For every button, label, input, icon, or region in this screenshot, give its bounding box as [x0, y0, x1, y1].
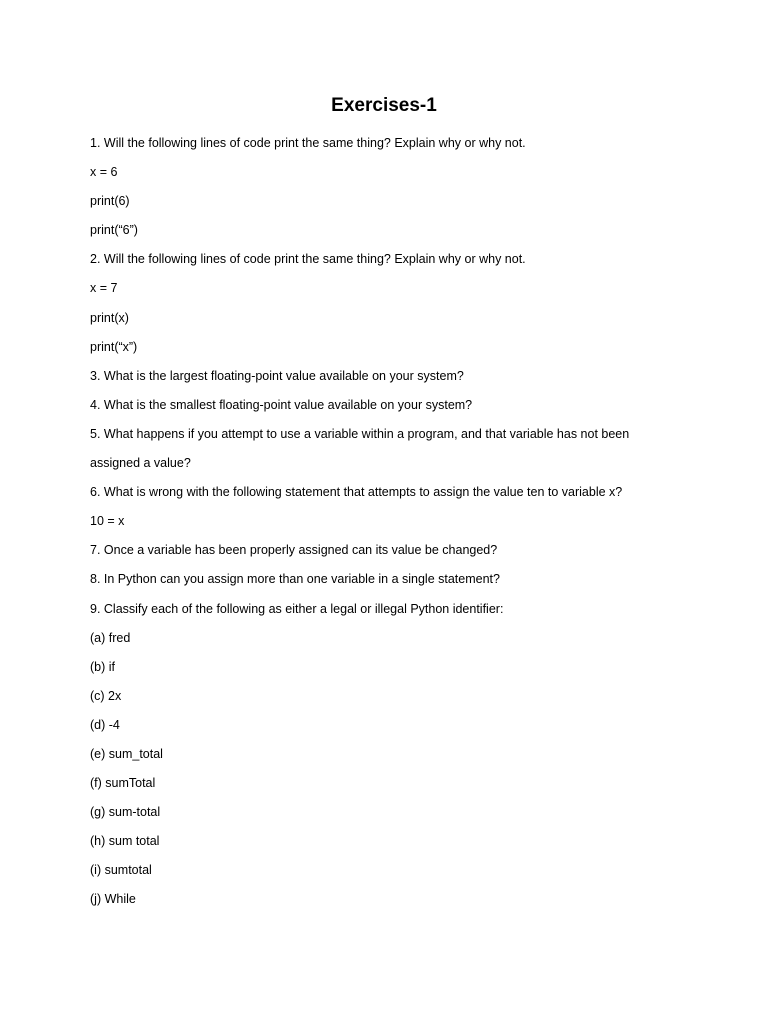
code-line: x = 7	[90, 281, 118, 296]
identifier-option: (f) sumTotal	[90, 776, 156, 791]
exercise-list	[90, 129, 680, 915]
identifier-option: (d) -4	[90, 717, 120, 732]
identifier-option: (b) if	[90, 659, 115, 674]
question-4: 4. What is the smallest floating-point value available on your system?	[90, 397, 473, 412]
identifier-option: (j) While	[90, 892, 136, 907]
identifier-option: (h) sum total	[90, 834, 160, 849]
identifier-option: (a) fred	[90, 630, 131, 645]
question-7: 7. Once a variable has been properly assigned can its value be changed?	[90, 543, 498, 558]
question-5-continued: assigned a value?	[90, 456, 191, 471]
code-line: print(x)	[90, 310, 129, 325]
question-2: 2. Will the following lines of code print the same thing? Explain why or why not.	[90, 252, 526, 267]
code-line: print(6)	[90, 194, 130, 209]
identifier-option: (i) sumtotal	[90, 863, 152, 878]
identifier-option: (e) sum_total	[90, 746, 163, 761]
code-line: print(“6”)	[90, 223, 138, 238]
question-1: 1. Will the following lines of code print the same thing? Explain why or why not.	[90, 136, 526, 150]
code-line: 10 = x	[90, 514, 125, 529]
code-line: print(“x”)	[90, 339, 138, 354]
code-line: x = 6	[90, 165, 118, 180]
question-6: 6. What is wrong with the following statement that attempts to assign the value ten to variable x?	[90, 485, 623, 500]
identifier-option: (g) sum-total	[90, 805, 161, 820]
question-5: 5. What happens if you attempt to use a variable within a program, and that variable has not been	[90, 426, 630, 441]
question-3: 3. What is the largest floating-point value available on your system?	[90, 368, 464, 383]
page-title: Exercises-1	[331, 95, 437, 116]
question-9: 9. Classify each of the following as either a legal or illegal Python identifier:	[90, 601, 504, 616]
identifier-option: (c) 2x	[90, 688, 122, 703]
question-8: 8. In Python can you assign more than one variable in a single statement?	[90, 572, 500, 587]
